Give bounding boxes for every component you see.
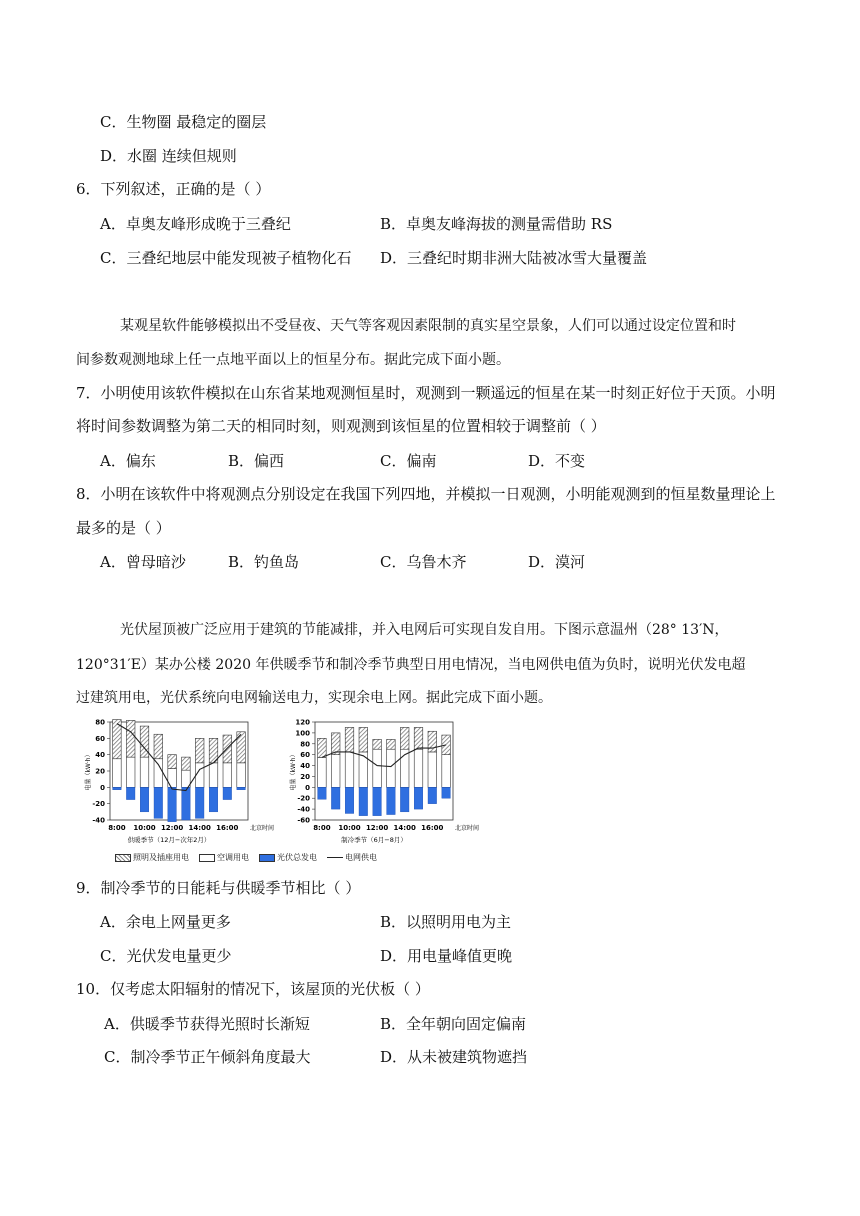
option-letter: C． xyxy=(380,553,407,571)
y-tick-label: -20 xyxy=(297,794,310,803)
cooling-chart-svg xyxy=(283,716,498,848)
pv-bar xyxy=(182,787,191,820)
option-letter: B． xyxy=(380,215,407,233)
option-text: 用电量峰值更晚 xyxy=(407,947,513,965)
q6-option-b xyxy=(380,214,612,234)
option-text: 光伏发电量更少 xyxy=(126,947,232,965)
q7-option-a xyxy=(100,451,156,471)
ac-bar xyxy=(182,770,191,787)
y-tick-label: -20 xyxy=(92,800,105,809)
legend-item-ac xyxy=(199,852,249,863)
y-tick-label: 60 xyxy=(300,751,310,760)
ac-bar xyxy=(428,752,437,787)
cooling-season-chart xyxy=(283,716,498,848)
y-tick-label: 40 xyxy=(300,762,310,771)
pv-bar xyxy=(359,787,368,815)
option-letter: A． xyxy=(100,913,126,931)
pv-bar xyxy=(113,787,122,789)
ac-bar xyxy=(442,755,451,788)
y-tick-label: 20 xyxy=(300,772,310,781)
legend-label: 电网供电 xyxy=(345,853,377,862)
x-tick-label: 14:00 xyxy=(393,824,416,832)
pv-bar xyxy=(195,787,204,818)
option-letter: D． xyxy=(380,947,408,965)
q9-stem: 9．制冷季节的日能耗与供暖季节相比（ ） xyxy=(76,879,361,897)
option-letter: C． xyxy=(100,249,127,267)
lighting-bar xyxy=(373,739,382,749)
ac-bar xyxy=(209,763,218,788)
q7-option-d xyxy=(528,451,585,471)
option-letter: B． xyxy=(228,553,255,571)
lighting-bar xyxy=(154,734,163,759)
passage2-line1: 某观星软件能够模拟出不受昼夜、天气等客观因素限制的真实星空景象，人们可以通过设定位置和时 xyxy=(120,318,736,334)
x-axis-label: 北京时间 xyxy=(455,825,480,832)
ac-bar xyxy=(195,763,204,788)
option-text: 钓鱼岛 xyxy=(254,553,300,571)
q6-option-c xyxy=(100,248,352,268)
prev-option-d xyxy=(100,146,237,166)
option-text: 漠河 xyxy=(555,553,586,571)
y-tick-label: 100 xyxy=(295,729,310,738)
option-text: 偏西 xyxy=(254,452,285,470)
prev-option-c xyxy=(100,112,266,132)
line-swatch-icon xyxy=(327,857,343,858)
q9-option-c xyxy=(100,946,232,966)
y-tick-label: 20 xyxy=(95,767,105,776)
q6-option-a xyxy=(100,214,291,234)
pv-bar xyxy=(428,787,437,803)
lighting-bar xyxy=(237,732,246,763)
option-letter: B． xyxy=(380,1015,407,1033)
option-text: 卓奥友峰形成晚于三叠纪 xyxy=(125,215,291,233)
y-tick-label: 60 xyxy=(95,734,105,743)
y-tick-label: -40 xyxy=(297,805,310,814)
lighting-bar xyxy=(428,731,437,752)
q6-option-d xyxy=(380,248,647,268)
q10-stem: 10．仅考虑太阳辐射的情况下，该屋顶的光伏板（ ） xyxy=(76,980,430,998)
passage3-line3: 过建筑用电，光伏系统向电网输送电力，实现余电上网。据此完成下面小题。 xyxy=(76,690,552,706)
heating-chart-svg xyxy=(78,716,293,848)
x-tick-label: 16:00 xyxy=(421,824,444,832)
q9-option-d xyxy=(380,946,512,966)
option-text: 偏南 xyxy=(406,452,437,470)
pv-bar xyxy=(126,787,135,799)
y-tick-label: 80 xyxy=(300,740,310,749)
legend-label: 光伏总发电 xyxy=(277,853,317,862)
option-letter: D． xyxy=(528,553,556,571)
q7-option-b xyxy=(228,451,284,471)
option-text: 乌鲁木齐 xyxy=(406,553,467,571)
pv-bar xyxy=(168,787,177,821)
lighting-bar xyxy=(442,735,451,755)
chart-title: 制冷季节（6月−8月） xyxy=(341,836,407,844)
pv-bar xyxy=(345,787,354,813)
q8-option-d xyxy=(528,552,585,572)
lighting-bar xyxy=(223,735,232,763)
y-axis-label: 电量（kW·h） xyxy=(290,751,297,791)
q10-option-d xyxy=(380,1047,527,1067)
option-letter: A． xyxy=(100,452,126,470)
option-letter: A． xyxy=(100,215,126,233)
ac-bar xyxy=(237,763,246,788)
hatch-swatch-icon xyxy=(115,854,131,862)
option-letter: C． xyxy=(380,452,407,470)
legend-label: 空调用电 xyxy=(217,853,249,862)
lighting-bar xyxy=(359,727,368,752)
option-letter: D． xyxy=(380,1048,408,1066)
ac-bar xyxy=(387,749,396,787)
q10-option-a xyxy=(104,1014,310,1034)
y-tick-label: 40 xyxy=(95,751,105,760)
passage3-line1: 光伏屋顶被广泛应用于建筑的节能减排，并入电网后可实现自发自用。下图示意温州（28° 13′N， xyxy=(120,622,729,638)
q7-stem-line2: 将时间参数调整为第二天的相同时刻，则观测到该恒星的位置相较于调整前（ ） xyxy=(76,417,606,435)
option-letter: C． xyxy=(100,947,127,965)
pv-bar xyxy=(400,787,409,812)
chart-legend xyxy=(115,852,377,863)
x-tick-label: 10:00 xyxy=(133,824,156,832)
lighting-bar xyxy=(182,757,191,770)
lighting-bar xyxy=(126,720,135,757)
y-tick-label: -40 xyxy=(92,816,105,825)
pv-bar xyxy=(223,787,232,799)
blue-swatch-icon xyxy=(259,854,275,862)
option-text: 全年朝向固定偏南 xyxy=(406,1015,527,1033)
option-letter: C． xyxy=(104,1048,131,1066)
ac-bar xyxy=(345,752,354,787)
ac-bar xyxy=(318,757,327,787)
option-text: 卓奥友峰海拔的测量需借助 RS xyxy=(406,215,613,233)
option-text: 曾母暗沙 xyxy=(125,553,186,571)
ac-bar xyxy=(373,749,382,787)
option-letter: D． xyxy=(380,249,408,267)
option-text: 偏东 xyxy=(125,452,156,470)
white-swatch-icon xyxy=(199,854,215,862)
option-text: 制冷季节正午倾斜角度最大 xyxy=(130,1048,311,1066)
y-tick-label: -60 xyxy=(297,816,310,825)
ac-bar xyxy=(331,755,340,788)
option-text: 生物圈 最稳定的圈层 xyxy=(126,113,267,131)
lighting-bar xyxy=(387,739,396,749)
q7-stem-line1: 7．小明使用该软件模拟在山东省某地观测恒星时，观测到一颗遥远的恒星在某一时刻正好位于天顶。小明 xyxy=(76,384,776,402)
y-tick-label: 0 xyxy=(305,783,310,792)
q6-stem: 6．下列叙述，正确的是（ ） xyxy=(76,180,271,198)
option-letter: D． xyxy=(528,452,556,470)
option-letter: A． xyxy=(100,553,126,571)
option-text: 以照明用电为主 xyxy=(406,913,512,931)
y-tick-label: 120 xyxy=(295,718,310,727)
x-tick-label: 12:00 xyxy=(160,824,184,832)
x-axis-label: 北京时间 xyxy=(250,825,275,832)
pv-bar xyxy=(209,787,218,812)
ac-bar xyxy=(126,757,135,787)
lighting-bar xyxy=(414,727,423,749)
ac-bar xyxy=(223,763,232,788)
x-tick-label: 16:00 xyxy=(216,824,239,832)
x-tick-label: 12:00 xyxy=(365,824,389,832)
ac-bar xyxy=(154,759,163,788)
option-letter: A． xyxy=(104,1015,130,1033)
option-text: 余电上网量更多 xyxy=(125,913,231,931)
legend-item-pv xyxy=(259,852,317,863)
x-tick-label: 10:00 xyxy=(338,824,361,832)
q8-option-a xyxy=(100,552,186,572)
lighting-bar xyxy=(195,738,204,763)
pv-bar xyxy=(140,787,149,812)
option-text: 三叠纪地层中能发现被子植物化石 xyxy=(126,249,352,267)
legend-label: 照明及插座用电 xyxy=(133,853,189,862)
q7-option-c xyxy=(380,451,437,471)
option-text: 从未被建筑物遮挡 xyxy=(407,1048,528,1066)
option-letter: D． xyxy=(100,147,128,165)
q10-option-b xyxy=(380,1014,526,1034)
pv-bar xyxy=(387,787,396,814)
option-text: 水圈 连续但规则 xyxy=(127,147,237,165)
ac-bar xyxy=(113,759,122,788)
option-letter: B． xyxy=(380,913,407,931)
pv-bar xyxy=(442,787,451,798)
option-text: 不变 xyxy=(555,452,586,470)
option-letter: B． xyxy=(228,452,255,470)
legend-item-grid xyxy=(327,852,377,863)
q8-stem-line2: 最多的是（ ） xyxy=(76,519,171,537)
pv-bar xyxy=(154,787,163,818)
option-text: 三叠纪时期非洲大陆被冰雪大量覆盖 xyxy=(407,249,648,267)
lighting-bar xyxy=(168,755,177,769)
q8-option-c xyxy=(380,552,467,572)
y-tick-label: 0 xyxy=(100,783,105,792)
q8-stem-line1: 8．小明在该软件中将观测点分别设定在我国下列四地，并模拟一日观测，小明能观测到的恒星数量理论上 xyxy=(76,485,776,503)
lighting-bar xyxy=(318,738,327,757)
ac-bar xyxy=(414,749,423,787)
pv-bar xyxy=(331,787,340,809)
q8-option-b xyxy=(228,552,299,572)
option-letter: C． xyxy=(100,113,127,131)
pv-bar xyxy=(373,787,382,815)
pv-bar xyxy=(318,787,327,799)
lighting-bar xyxy=(345,727,354,752)
q10-option-c xyxy=(104,1047,311,1067)
q9-option-b xyxy=(380,912,511,932)
option-text: 供暖季节获得光照时长渐短 xyxy=(129,1015,310,1033)
x-tick-label: 14:00 xyxy=(188,824,211,832)
lighting-bar xyxy=(400,727,409,749)
x-tick-label: 8:00 xyxy=(313,824,331,832)
ac-bar xyxy=(140,757,149,787)
y-axis-label: 电量（kW·h） xyxy=(85,751,92,791)
pv-bar xyxy=(414,787,423,809)
heating-season-chart xyxy=(78,716,293,848)
chart-title: 供暖季节（12月−次年2月） xyxy=(127,836,211,844)
y-tick-label: 80 xyxy=(95,718,105,727)
x-tick-label: 8:00 xyxy=(108,824,126,832)
legend-item-lighting xyxy=(115,852,189,863)
pv-bar xyxy=(237,787,246,789)
passage3-line2: 120°31′E）某办公楼 2020 年供暖季节和制冷季节典型日用电情况，当电网供电值为负时，说明光伏发电超 xyxy=(76,657,746,673)
passage2-line2: 间参数观测地球上任一点地平面以上的恒星分布。据此完成下面小题。 xyxy=(76,352,510,368)
q9-option-a xyxy=(100,912,231,932)
